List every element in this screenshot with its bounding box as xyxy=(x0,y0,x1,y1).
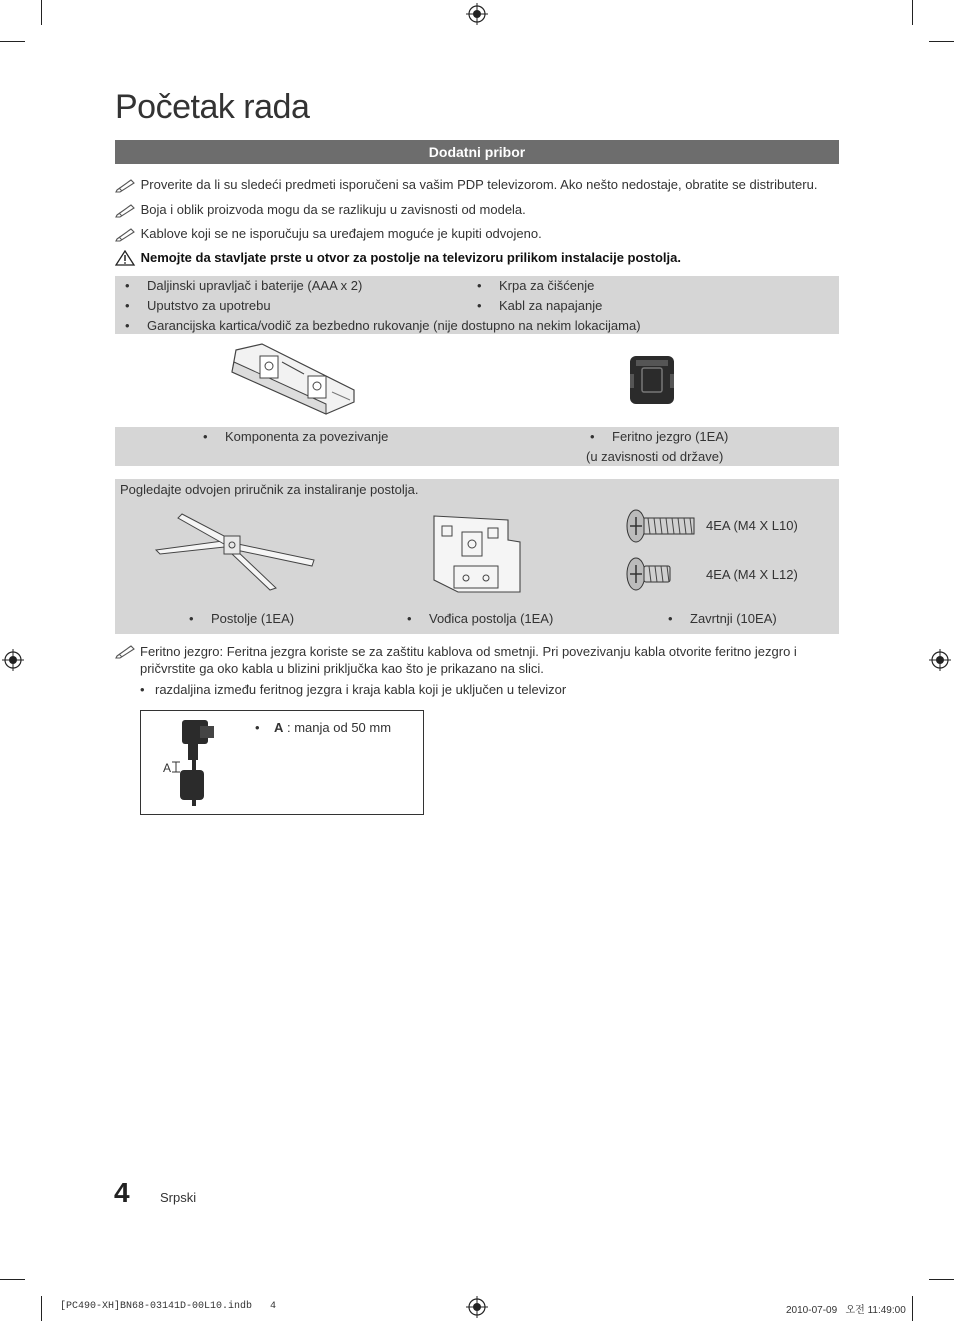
list-item: • Zavrtnji (10EA) xyxy=(668,611,777,626)
list-item: • Feritno jezgro (1EA) xyxy=(590,429,729,444)
crop-mark xyxy=(912,1296,913,1321)
list-item: • Uputstvo za upotrebu xyxy=(125,298,271,313)
list-item: • Kabl za napajanje xyxy=(477,298,603,313)
ferrite-note xyxy=(115,643,815,677)
page-title: Početak rada xyxy=(115,88,310,126)
stand-guide-image xyxy=(428,512,524,596)
section-title: Dodatni pribor xyxy=(115,140,839,164)
crop-mark xyxy=(41,0,42,25)
note-text: Kablove koji se ne isporučuju sa uređajem moguće je kupiti odvojeno. xyxy=(140,226,542,242)
note-2 xyxy=(115,201,526,218)
pencil-note-icon xyxy=(115,202,137,218)
note-3 xyxy=(115,225,542,242)
pencil-note-icon xyxy=(115,226,137,242)
stand-box-header: Pogledajte odvojen priručnik za instaliranje postolja. xyxy=(120,482,419,497)
list-item: • Daljinski upravljač i baterije (AAA x 2) xyxy=(125,278,363,293)
crop-mark xyxy=(0,1279,25,1280)
crop-mark xyxy=(929,41,954,42)
list-item: • Krpa za čišćenje xyxy=(477,278,595,293)
ferrite-note-text: Feritno jezgro: Feritna jezgra koriste se za zaštitu kablova od smetnji. Pri povezivanju kabla otvorite feritno jezgro i pričvrstite ga oko kabla u blizini priključka kao što je prikazano na slici. xyxy=(140,644,797,676)
list-item-text: Krpa za čišćenje xyxy=(499,278,595,293)
screw-l10-image xyxy=(624,508,698,544)
page-language: Srpski xyxy=(160,1190,197,1205)
connecting-component-image xyxy=(222,342,362,422)
list-item: • Komponenta za povezivanje xyxy=(203,429,389,444)
registration-mark-icon xyxy=(929,649,951,671)
page-number: 4 xyxy=(114,1177,130,1208)
note-text: Proverite da li su sledeći predmeti isporučeni sa vašim PDP televizorom. Ako nešto nedostaje, obratite se distributeru. xyxy=(140,177,818,193)
list-item: • Garancijska kartica/vodič za bezbedno rukovanje (nije dostupno na nekim lokacijama) xyxy=(125,318,641,333)
screw-l12-label: 4EA (M4 X L12) xyxy=(706,567,798,582)
ferrite-core-image xyxy=(628,354,676,406)
screw-l10-label: 4EA (M4 X L10) xyxy=(706,518,798,533)
footer-timestamp: 2010-07-09 오전 11:49:00 xyxy=(786,1305,906,1316)
note-1 xyxy=(115,176,817,193)
list-item-text: Kabl za napajanje xyxy=(499,298,603,313)
footer-file-info: [PC490-XH]BN68-03141D-00L10.indb 4 xyxy=(60,1301,277,1312)
ferrite-sub-text: razdaljina između feritnog jezgra i kraja kabla koji je uključen u televizor xyxy=(155,682,567,697)
crop-mark xyxy=(929,1279,954,1280)
pencil-note-icon xyxy=(115,177,137,193)
pencil-note-icon xyxy=(115,643,137,659)
list-item-text: Vođica postolja (1EA) xyxy=(429,611,554,626)
list-item-text: Postolje (1EA) xyxy=(211,611,295,626)
list-item: • Vođica postolja (1EA) xyxy=(407,611,554,626)
crop-mark xyxy=(41,1296,42,1321)
warning-triangle-icon xyxy=(115,250,137,266)
registration-mark-icon xyxy=(2,649,24,671)
list-item-text: Komponenta za povezivanje xyxy=(225,429,389,444)
warning-note xyxy=(115,249,681,266)
dimension-a-text: : manja od 50 mm xyxy=(283,720,392,735)
list-item: • Postolje (1EA) xyxy=(189,611,295,626)
country-note: (u zavisnosti od države) xyxy=(586,449,724,464)
note-text: Boja i oblik proizvoda mogu da se razlikuju u zavisnosti od modela. xyxy=(140,202,526,218)
list-item-text: Feritno jezgro (1EA) xyxy=(612,429,729,444)
dimension-label-a: A xyxy=(163,761,172,775)
dimension-a-item: • A : manja od 50 mm xyxy=(255,720,392,735)
dimension-a-bold: A xyxy=(274,720,284,735)
list-item-text: Uputstvo za upotrebu xyxy=(147,298,271,313)
list-item-text: Daljinski upravljač i baterije (AAA x 2) xyxy=(147,278,363,293)
list-item-text: Garancijska kartica/vodič za bezbedno rukovanje (nije dostupno na nekim lokacijama) xyxy=(147,318,641,333)
crop-mark xyxy=(912,0,913,25)
crop-mark xyxy=(0,41,25,42)
ferrite-cable-image xyxy=(170,716,220,808)
registration-mark-icon xyxy=(466,3,488,25)
screw-l12-image xyxy=(624,556,674,592)
ferrite-sub-item: • razdaljina između feritnog jezgra i kraja kabla koji je uključen u televizor xyxy=(140,682,567,697)
warning-text: Nemojte da stavljate prste u otvor za postolje na televizoru prilikom instalacije postolja. xyxy=(140,250,681,266)
registration-mark-icon xyxy=(466,1296,488,1318)
stand-image xyxy=(152,512,320,592)
list-item-text: Zavrtnji (10EA) xyxy=(690,611,777,626)
